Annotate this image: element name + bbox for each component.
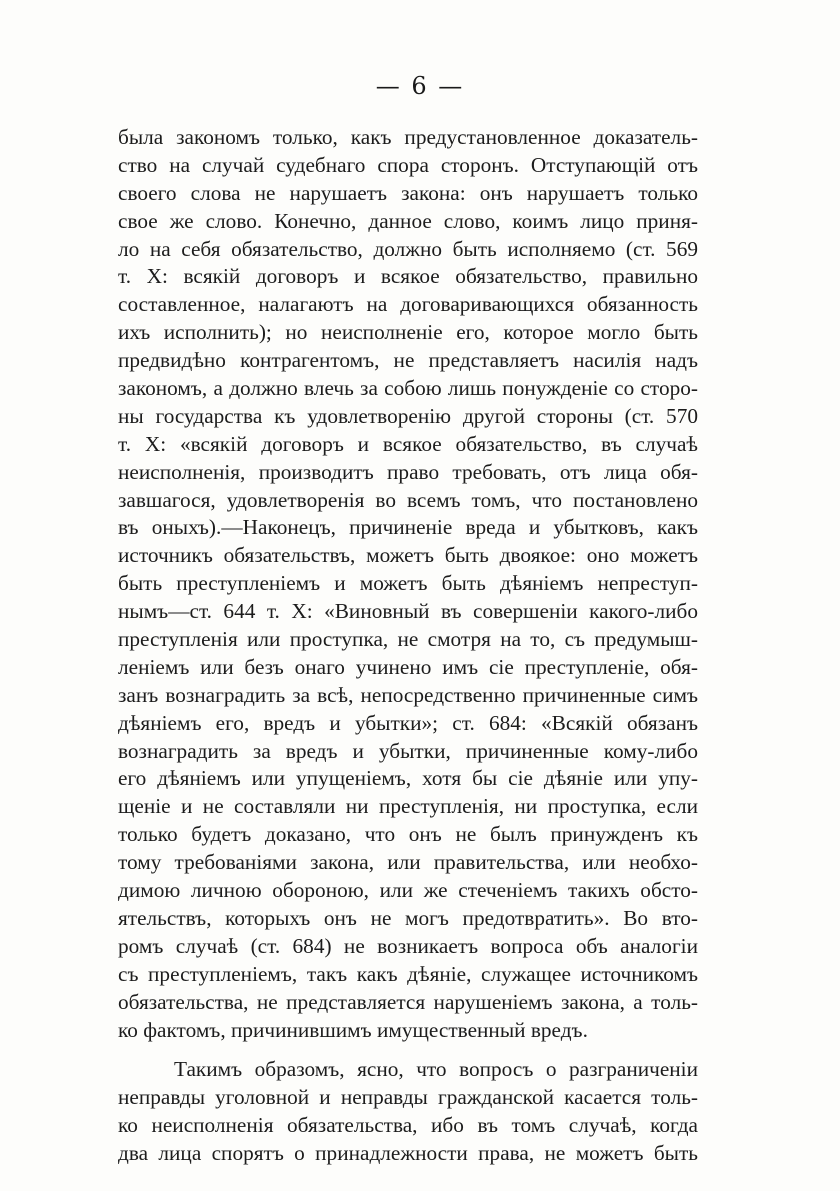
text-line: ло на себя обязательство, должно быть исполняемо (ст. 569 xyxy=(118,236,698,261)
text-line: обязательства, не представляется нарушеніемъ закона, а толь- xyxy=(118,989,698,1014)
text-line: быть преступленіемъ и можетъ быть дѣяніемъ непреступ- xyxy=(118,571,698,596)
text-line: тому требованіями закона, или правительства, или необхо- xyxy=(118,850,698,875)
text-line: свое же слово. Конечно, данное слово, коимъ лицо приня- xyxy=(118,208,698,233)
text-line: ко фактомъ, причинившимъ имущественный вредъ. xyxy=(118,1017,588,1042)
text-line: леніемъ или безъ онаго учинено имъ сіе преступленіе, обя- xyxy=(118,654,698,679)
text-line: предвидѣно контрагентомъ, не представляетъ насилія надъ xyxy=(118,348,698,373)
paragraph-gap xyxy=(118,1044,698,1056)
text-line: вознаградить за вредъ и убытки, причиненные кому-либо xyxy=(118,738,698,763)
text-line: щеніе и не составляли ни преступленія, ни проступка, если xyxy=(118,794,698,819)
text-line: ство на случай судебнаго спора сторонъ. Отступающій отъ xyxy=(118,152,698,177)
text-line: составленное, налагаютъ на договаривающихся обязанность xyxy=(118,292,698,317)
text-line: только будетъ доказано, что онъ не былъ принужденъ къ xyxy=(118,822,698,847)
text-line: завшагося, удовлетворенія во всемъ томъ, что постановлено xyxy=(118,487,698,512)
text-line: т. X: «всякій договоръ и всякое обязательство, въ случаѣ xyxy=(118,431,698,456)
text-line: его дѣяніемъ или упущеніемъ, хотя бы сіе дѣяніе или упу- xyxy=(118,766,698,791)
text-line: своего слова не нарушаетъ закона: онъ нарушаетъ только xyxy=(118,180,698,205)
text-line: дѣяніемъ его, вредъ и убытки»; ст. 684: «Всякій обязанъ xyxy=(118,710,698,735)
text-line: ромъ случаѣ (ст. 684) не возникаетъ вопроса объ аналогіи xyxy=(118,933,698,958)
text-line: неправды уголовной и неправды гражданской касается толь- xyxy=(118,1085,698,1110)
text-line: ятельствъ, которыхъ онъ не могъ предотвратить». Во вто- xyxy=(118,905,698,930)
text-line: съ преступленіемъ, такъ какъ дѣяніе, служащее источникомъ xyxy=(118,961,698,986)
text-line: преступленія или проступка, не смотря на то, съ предумыш- xyxy=(118,627,698,652)
text-line: ихъ исполнить); но неисполненіе его, которое могло быть xyxy=(118,320,698,345)
text-line: въ оныхъ).—Наконецъ, причиненіе вреда и убытковъ, какъ xyxy=(118,515,698,540)
text-line: источникъ обязательствъ, можетъ быть двоякое: оно можетъ xyxy=(118,543,698,568)
text-line: два лица спорятъ о принадлежности права, не можетъ быть xyxy=(118,1141,698,1166)
text-line: занъ вознаградить за всѣ, непосредственно причиненные симъ xyxy=(118,682,698,707)
text-line: закономъ, а должно влечь за собою лишь понужденіе со сторо- xyxy=(118,376,698,401)
paragraph-1 xyxy=(118,124,698,1044)
body-text xyxy=(118,124,698,1168)
page-number-header: — 6 — xyxy=(375,72,465,100)
text-line: димою личною обороною, или же стеченіемъ такихъ обсто- xyxy=(118,878,698,903)
text-line: была закономъ только, какъ предустановленное доказатель- xyxy=(118,125,698,149)
text-line: Такимъ образомъ, ясно, что вопросъ о разграниченіи xyxy=(174,1057,698,1082)
text-line: ко неисполненія обязательства, ибо въ томъ случаѣ, когда xyxy=(118,1113,698,1138)
paragraph-2 xyxy=(118,1056,698,1168)
text-line: т. X: всякій договоръ и всякое обязательство, правильно xyxy=(118,264,698,289)
text-line: неисполненія, производитъ право требовать, отъ лица обя- xyxy=(118,459,698,484)
text-line: ны государства къ удовлетворенію другой стороны (ст. 570 xyxy=(118,403,698,428)
text-line: нымъ—ст. 644 т. X: «Виновный въ совершеніи какого-либо xyxy=(118,599,698,624)
